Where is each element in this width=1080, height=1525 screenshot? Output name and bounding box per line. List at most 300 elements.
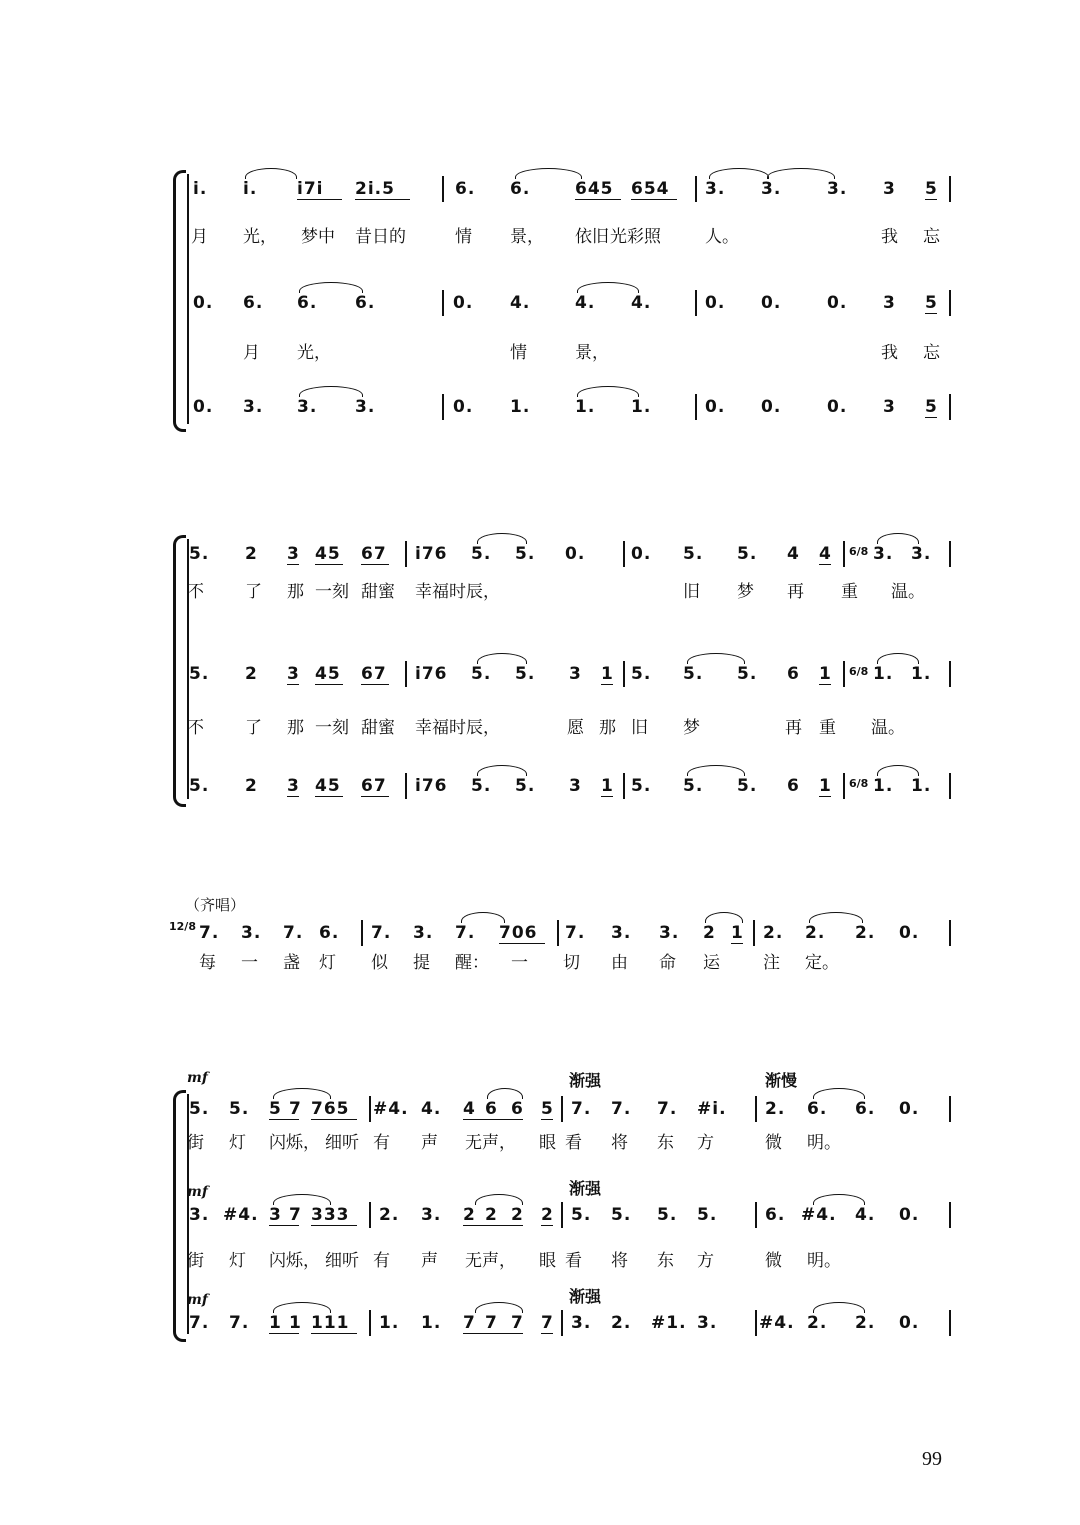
note: 6. <box>297 293 318 313</box>
barline <box>623 541 625 567</box>
barline <box>755 1096 757 1122</box>
beam <box>541 1119 553 1120</box>
note: 3 <box>883 179 896 199</box>
lyric: 细听 <box>325 1133 359 1153</box>
barline <box>369 1096 371 1122</box>
beam <box>601 684 613 685</box>
lyric: 再 <box>785 718 802 738</box>
note: 7. <box>283 923 304 943</box>
note: 4. <box>631 293 652 313</box>
barline <box>949 541 951 567</box>
slur <box>813 1088 865 1099</box>
dynamic-mark: mf <box>187 1070 208 1086</box>
staff-alto <box>165 1200 955 1230</box>
staff-alto <box>165 288 955 318</box>
lyric: 看 <box>565 1251 582 1271</box>
note: 0. <box>453 293 474 313</box>
note: 2 <box>541 1205 554 1225</box>
note: 1 <box>289 1313 302 1333</box>
note: 7 <box>463 1313 476 1333</box>
lyric: 似 <box>371 953 388 973</box>
note: 3 <box>883 397 896 417</box>
note: 645 <box>575 179 614 199</box>
note: 5. <box>515 664 536 684</box>
note: 2 <box>463 1205 476 1225</box>
lyric: 月 <box>191 227 208 247</box>
lyric: 那 <box>287 582 304 602</box>
lyric: 梦 <box>683 718 700 738</box>
beam <box>541 1225 553 1226</box>
beam <box>463 1333 523 1334</box>
note: 3 <box>883 293 896 313</box>
note: i. <box>243 179 258 199</box>
note: 1. <box>421 1313 442 1333</box>
score-system-1 <box>165 170 955 430</box>
note: 3. <box>911 544 932 564</box>
note: #i. <box>697 1099 727 1119</box>
lyrics-alto <box>165 338 955 368</box>
note: 45 <box>315 544 341 564</box>
barline <box>369 1202 371 1228</box>
note: 67 <box>361 776 387 796</box>
note: #4. <box>373 1099 409 1119</box>
lyric: 甜蜜 <box>361 718 395 738</box>
barline <box>755 1310 757 1336</box>
beam <box>297 199 342 200</box>
lyric: 不 <box>187 582 204 602</box>
lyric: 人。 <box>705 227 739 247</box>
lyric: 由 <box>611 953 628 973</box>
note: 7. <box>199 923 220 943</box>
note: 2. <box>855 1313 876 1333</box>
note: 2. <box>379 1205 400 1225</box>
note: 6. <box>510 179 531 199</box>
note: #4. <box>801 1205 837 1225</box>
beam <box>463 1225 523 1226</box>
note: 3. <box>297 397 318 417</box>
lyric: 灯 <box>229 1133 246 1153</box>
lyric: 提 <box>413 953 430 973</box>
lyric: 灯 <box>229 1251 246 1271</box>
barline <box>561 1096 563 1122</box>
lyric: 光， <box>243 227 277 247</box>
lyric: 运 <box>703 953 720 973</box>
score-system-4 <box>165 1066 955 1346</box>
note: 2i.5 <box>355 179 395 199</box>
note: 2 <box>245 544 258 564</box>
slur <box>705 912 743 923</box>
staff-alto <box>165 659 955 689</box>
note: 1 <box>601 664 614 684</box>
lyric: 闪烁， <box>269 1251 320 1271</box>
note: 7 <box>511 1313 524 1333</box>
note: 4. <box>421 1099 442 1119</box>
note: 5. <box>697 1205 718 1225</box>
beam <box>361 796 389 797</box>
note: 0. <box>899 1099 920 1119</box>
beam <box>819 564 831 565</box>
note: 3 <box>569 776 582 796</box>
note: 4 <box>787 544 800 564</box>
lyric: 微 <box>765 1133 782 1153</box>
note: #4. <box>223 1205 259 1225</box>
note: 4. <box>575 293 596 313</box>
barline <box>561 1202 563 1228</box>
note: 45 <box>315 776 341 796</box>
slur <box>273 1088 331 1099</box>
staff-soprano <box>165 174 955 204</box>
note: 7 <box>289 1205 302 1225</box>
beam <box>315 796 343 797</box>
lyric: 街 <box>187 1133 204 1153</box>
lyric: 旧 <box>683 582 700 602</box>
barline <box>442 290 444 316</box>
note: 5. <box>737 544 758 564</box>
lyric: 幸福时辰， <box>415 582 500 602</box>
barline <box>949 661 951 687</box>
note: 2. <box>763 923 784 943</box>
note: 1. <box>911 664 932 684</box>
lyric: 定。 <box>805 953 839 973</box>
lyrics-soprano <box>165 222 955 252</box>
note: 333 <box>311 1205 350 1225</box>
note: 0. <box>631 544 652 564</box>
note: 5. <box>515 776 536 796</box>
expression-mark: 渐强 <box>569 1179 602 1198</box>
note: 0. <box>761 397 782 417</box>
lyric: 情 <box>510 343 527 363</box>
beam <box>925 199 937 200</box>
barline <box>361 920 363 946</box>
note: 0. <box>899 1205 920 1225</box>
note: 3. <box>611 923 632 943</box>
note: 6. <box>807 1099 828 1119</box>
barline <box>695 394 697 420</box>
lyric: 东 <box>657 1133 674 1153</box>
beam <box>601 796 613 797</box>
slur <box>577 386 639 397</box>
lyric: 幸福时辰， <box>415 718 500 738</box>
note: 3. <box>697 1313 718 1333</box>
barline <box>949 1310 951 1336</box>
lyric: 忘 <box>923 227 940 247</box>
note: 5 <box>269 1099 282 1119</box>
beam <box>361 564 389 565</box>
note: i76 <box>415 544 448 564</box>
lyric: 醒： <box>455 953 489 973</box>
note: 0. <box>899 1313 920 1333</box>
note: 5. <box>683 776 704 796</box>
note: 6. <box>319 923 340 943</box>
staff-bass <box>165 771 955 801</box>
note: 7 <box>485 1313 498 1333</box>
slur <box>813 1302 865 1313</box>
note: 1 <box>819 776 832 796</box>
note: 7. <box>611 1099 632 1119</box>
lyric: 命 <box>659 953 676 973</box>
beam <box>311 1119 357 1120</box>
barline <box>843 541 845 567</box>
lyric: 一刻 <box>315 718 349 738</box>
lyric: 切 <box>563 953 580 973</box>
note: i76 <box>415 776 448 796</box>
slur <box>273 1194 331 1205</box>
page-number: 99 <box>922 1448 942 1470</box>
lyric: 东 <box>657 1251 674 1271</box>
note: 2. <box>855 923 876 943</box>
lyric: 旧 <box>631 718 648 738</box>
note: 5. <box>189 1099 210 1119</box>
note: 1 <box>269 1313 282 1333</box>
note: 3. <box>705 179 726 199</box>
slur <box>273 1302 331 1313</box>
lyric: 闪烁， <box>269 1133 320 1153</box>
note: i7i <box>297 179 324 199</box>
time-signature: 12/8 <box>169 920 196 933</box>
slur <box>877 653 919 664</box>
beam <box>315 684 343 685</box>
dynamic-mark: mf <box>187 1184 208 1200</box>
note: 0. <box>565 544 586 564</box>
note: 0. <box>761 293 782 313</box>
barline <box>442 176 444 202</box>
barline <box>949 1202 951 1228</box>
note: 1. <box>873 776 894 796</box>
note: 3 <box>287 664 300 684</box>
lyric: 忘 <box>923 343 940 363</box>
beam <box>361 684 389 685</box>
slur <box>487 1088 523 1099</box>
lyrics-soprano <box>165 1128 955 1158</box>
note: 1. <box>911 776 932 796</box>
beam <box>269 1119 299 1120</box>
lyric: 光彩照 <box>610 227 661 247</box>
note: 4. <box>855 1205 876 1225</box>
note: 5 <box>925 179 938 199</box>
note: 1 <box>601 776 614 796</box>
note: 7. <box>371 923 392 943</box>
note: 3. <box>189 1205 210 1225</box>
lyric: 依旧 <box>575 227 609 247</box>
lyric: 景， <box>575 343 609 363</box>
lyric: 温。 <box>891 582 925 602</box>
barline <box>949 920 951 946</box>
note: 7. <box>229 1313 250 1333</box>
slur <box>475 1302 523 1313</box>
note: 7. <box>571 1099 592 1119</box>
time-signature: 6/8 <box>849 665 869 678</box>
lyric: 无声， <box>465 1251 516 1271</box>
score-system-3 <box>165 890 955 990</box>
note: 7. <box>455 923 476 943</box>
note: 3. <box>421 1205 442 1225</box>
slur <box>477 653 527 664</box>
lyric: 景， <box>510 227 544 247</box>
note: 5 <box>925 293 938 313</box>
lyrics-alto <box>165 713 955 743</box>
slur <box>299 282 363 293</box>
barline <box>561 1310 563 1336</box>
lyric: 有 <box>373 1133 390 1153</box>
slur <box>687 765 745 776</box>
slur <box>245 168 297 179</box>
slur <box>461 912 505 923</box>
note: 3. <box>827 179 848 199</box>
beam <box>287 796 299 797</box>
lyric: 情 <box>455 227 472 247</box>
note: 5. <box>515 544 536 564</box>
note: 5. <box>189 664 210 684</box>
note: 0. <box>705 397 726 417</box>
note: 4. <box>510 293 531 313</box>
note: 2 <box>485 1205 498 1225</box>
note: 3 <box>269 1205 282 1225</box>
barline <box>843 661 845 687</box>
note: 6. <box>355 293 376 313</box>
lyric: 不 <box>187 718 204 738</box>
lyric: 梦 <box>737 582 754 602</box>
lyrics-alto <box>165 1246 955 1276</box>
barline <box>843 773 845 799</box>
beam <box>819 796 831 797</box>
note: 3. <box>873 544 894 564</box>
barline <box>695 176 697 202</box>
note: 1. <box>631 397 652 417</box>
barline <box>405 661 407 687</box>
note: 2. <box>765 1099 786 1119</box>
barline <box>405 541 407 567</box>
expression-mark: 渐强 <box>569 1071 602 1090</box>
lyric: 声 <box>421 1133 438 1153</box>
note: 3 <box>287 544 300 564</box>
lyric: 重 <box>819 718 836 738</box>
barline <box>949 394 951 420</box>
lyric: 盏 <box>283 953 300 973</box>
lyric: 昔日的 <box>355 227 406 247</box>
lyric: 梦中 <box>301 227 335 247</box>
lyric: 方 <box>697 1251 714 1271</box>
note: 5. <box>189 776 210 796</box>
note: 5. <box>571 1205 592 1225</box>
barline <box>753 920 755 946</box>
expression-mark: 渐强 <box>569 1287 602 1306</box>
note: 3. <box>571 1313 592 1333</box>
lyric: 我 <box>881 343 898 363</box>
lyric: 明。 <box>807 1133 841 1153</box>
beam <box>269 1225 299 1226</box>
slur <box>813 1194 865 1205</box>
note: 2. <box>611 1313 632 1333</box>
beam <box>463 1119 523 1120</box>
note: 1. <box>510 397 531 417</box>
beam <box>575 199 621 200</box>
lyric: 温。 <box>871 718 905 738</box>
beam <box>269 1333 299 1334</box>
slur <box>709 168 769 179</box>
lyric: 了 <box>245 582 262 602</box>
note: 111 <box>311 1313 350 1333</box>
barline <box>557 920 559 946</box>
score-system-2 <box>165 535 955 805</box>
note: 5. <box>189 544 210 564</box>
lyric: 一刻 <box>315 582 349 602</box>
lyric: 眼 <box>539 1133 556 1153</box>
beam <box>925 313 937 314</box>
note: 1. <box>575 397 596 417</box>
lyric: 一 <box>511 953 528 973</box>
note: 3. <box>243 397 264 417</box>
slur <box>877 533 919 544</box>
lyrics-unison <box>165 948 955 978</box>
lyric: 一 <box>241 953 258 973</box>
note: #1. <box>651 1313 687 1333</box>
lyric: 愿 <box>567 718 584 738</box>
staff-soprano <box>165 1094 955 1124</box>
note: 654 <box>631 179 670 199</box>
lyric: 那 <box>287 718 304 738</box>
note: 67 <box>361 664 387 684</box>
lyric: 我 <box>881 227 898 247</box>
barline <box>405 773 407 799</box>
staff-bass <box>165 392 955 422</box>
lyric: 无声， <box>465 1133 516 1153</box>
note: 5. <box>683 664 704 684</box>
note: 765 <box>311 1099 350 1119</box>
beam <box>311 1225 357 1226</box>
note: 2 <box>245 664 258 684</box>
note: 6 <box>787 664 800 684</box>
lyric: 方 <box>697 1133 714 1153</box>
expression-mark: 渐慢 <box>765 1071 798 1090</box>
time-signature: 6/8 <box>849 777 869 790</box>
time-signature: 6/8 <box>849 545 869 558</box>
note: 5 <box>541 1099 554 1119</box>
note: 2. <box>807 1313 828 1333</box>
note: 7. <box>189 1313 210 1333</box>
lyric: 再 <box>787 582 804 602</box>
lyric: 甜蜜 <box>361 582 395 602</box>
lyrics-soprano <box>165 577 955 607</box>
lyric: 月 <box>243 343 260 363</box>
slur <box>809 912 863 923</box>
note: 3. <box>413 923 434 943</box>
note: 7 <box>541 1313 554 1333</box>
note: 3. <box>761 179 782 199</box>
beam <box>287 564 299 565</box>
lyric: 将 <box>611 1133 628 1153</box>
note: 2 <box>511 1205 524 1225</box>
note: i76 <box>415 664 448 684</box>
note: 3 <box>569 664 582 684</box>
barline <box>949 290 951 316</box>
note: 0. <box>827 397 848 417</box>
note: 2 <box>245 776 258 796</box>
note: 6 <box>485 1099 498 1119</box>
note: 5. <box>737 776 758 796</box>
lyric: 那 <box>599 718 616 738</box>
note: 3. <box>659 923 680 943</box>
lyric: 看 <box>565 1133 582 1153</box>
note: 5. <box>657 1205 678 1225</box>
slur <box>577 282 639 293</box>
note: 706 <box>499 923 538 943</box>
note: 5 <box>925 397 938 417</box>
barline <box>949 176 951 202</box>
staff-bass <box>165 1308 955 1338</box>
note: 7 <box>289 1099 302 1119</box>
note: 6. <box>455 179 476 199</box>
note: 2. <box>805 923 826 943</box>
